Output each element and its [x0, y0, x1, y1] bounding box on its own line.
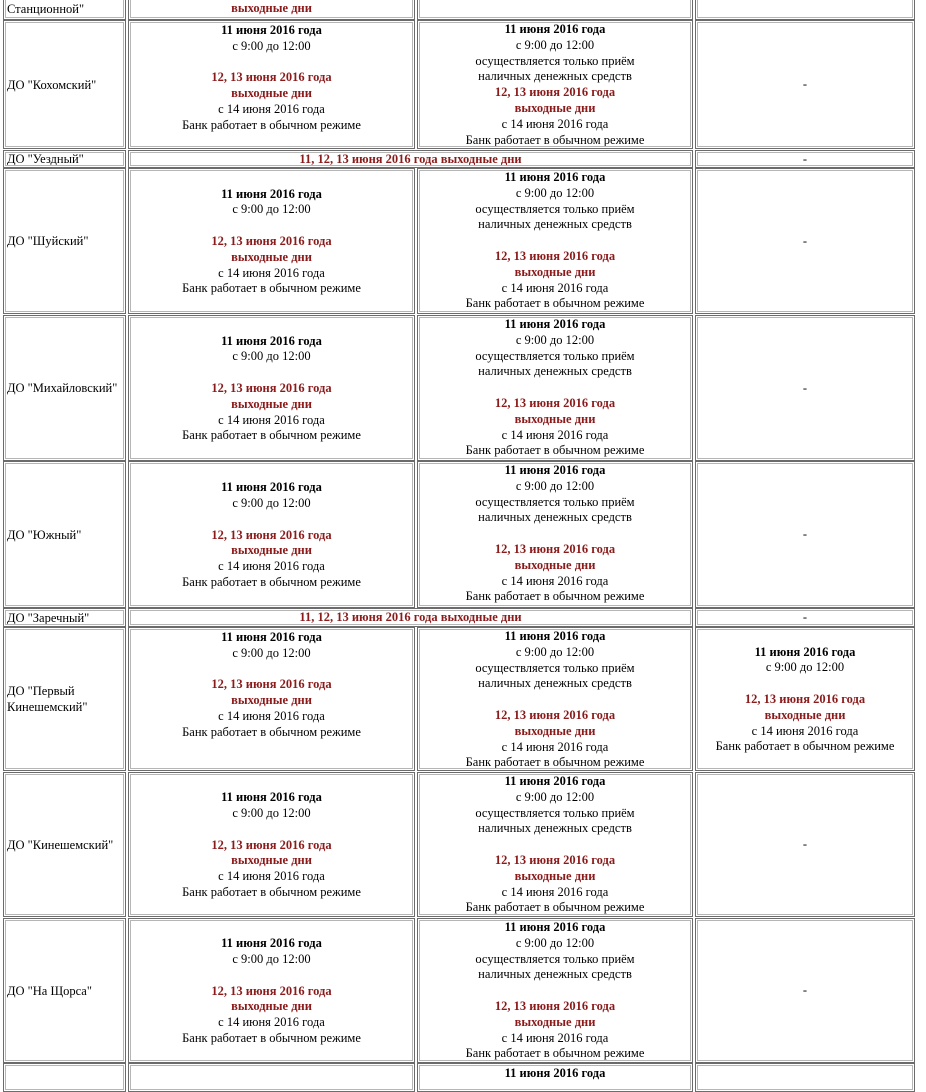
holiday-note: 12, 13 июня 2016 года	[211, 837, 332, 852]
not-applicable-cell	[695, 918, 915, 1063]
schedule-cell	[417, 315, 693, 461]
schedule-line: наличных денежных средств	[478, 967, 632, 982]
blank-line	[418, 233, 692, 249]
schedule-cell	[417, 627, 693, 771]
schedule-line: с 9:00 до 12:00	[515, 185, 595, 200]
schedule-line: наличных денежных средств	[478, 676, 632, 691]
date-heading: 11 июня 2016 года	[504, 22, 606, 36]
holiday-note: выходные дни	[514, 100, 596, 115]
holiday-note: выходные дни	[231, 999, 312, 1014]
schedule-cell	[128, 772, 415, 917]
blank-line	[129, 365, 414, 381]
branch-name-cell	[3, 168, 126, 314]
schedule-line: с 14 июня 2016 года	[218, 1015, 325, 1030]
date-heading: 11 июня 2016 года	[504, 1066, 606, 1080]
dash-mark: -	[802, 837, 808, 851]
holiday-note: 12, 13 июня 2016 года	[494, 998, 616, 1013]
branch-name-cell	[3, 608, 126, 627]
holiday-note: 12, 13 июня 2016 года	[494, 85, 616, 100]
schedule-cell	[417, 918, 693, 1063]
holiday-note: 12, 13 июня 2016 года	[211, 234, 332, 249]
holiday-note: выходные дни	[514, 264, 596, 279]
schedule-line: с 14 июня 2016 года	[501, 573, 609, 588]
dash-mark: -	[802, 610, 808, 624]
holiday-note: выходные дни	[231, 543, 312, 558]
schedule-cell	[695, 0, 915, 20]
not-applicable-cell	[695, 150, 915, 168]
date-heading: 11 июня 2016 года	[221, 790, 322, 805]
schedule-line: с 14 июня 2016 года	[218, 412, 325, 427]
dash-mark: -	[802, 527, 808, 541]
branch-name-cell	[3, 1063, 126, 1092]
schedule-line: Банк работает в обычном режиме	[465, 755, 645, 770]
blank-line	[129, 968, 414, 984]
branch-name-cell	[3, 150, 126, 168]
date-heading: 11 июня 2016 года	[221, 23, 322, 37]
closed-days-cell	[128, 150, 693, 168]
date-heading: 11 июня 2016 года	[504, 920, 606, 934]
schedule-line: с 9:00 до 12:00	[232, 495, 311, 510]
schedule-line: с 14 июня 2016 года	[218, 101, 325, 116]
branch-name-cell	[3, 918, 126, 1063]
schedule-line: с 9:00 до 12:00	[232, 349, 311, 364]
blank-line	[129, 822, 414, 838]
schedule-cell	[128, 315, 415, 461]
schedule-cell	[417, 461, 693, 608]
schedule-line: с 14 июня 2016 года	[751, 723, 859, 738]
schedule-line: наличных денежных средств	[478, 217, 632, 232]
schedule-line: осуществляется только приём	[475, 348, 635, 363]
schedule-cell	[417, 1063, 693, 1092]
schedule-line: Банк работает в обычном режиме	[182, 428, 361, 443]
branch-name: ДО "Кохомский"	[7, 77, 97, 92]
schedule-line: с 9:00 до 12:00	[765, 660, 845, 675]
schedule-line: с 9:00 до 12:00	[515, 332, 595, 347]
dash-mark: -	[802, 151, 808, 166]
schedule-cell	[417, 168, 693, 314]
schedule-line: с 14 июня 2016 года	[501, 1030, 609, 1045]
not-applicable-cell	[695, 772, 915, 917]
branch-name: ДО "Первый Кинешемский"	[7, 684, 88, 714]
schedule-line: с 14 июня 2016 года	[501, 427, 609, 442]
branch-name: Станционной"	[7, 2, 85, 16]
schedule-line: Банк работает в обычном режиме	[182, 574, 361, 589]
blank-line	[418, 983, 692, 999]
branch-name-cell	[3, 20, 126, 149]
schedule-line: Банк работает в обычном режиме	[465, 1046, 645, 1061]
date-heading: 11 июня 2016 года	[754, 644, 856, 659]
schedule-line: с 9:00 до 12:00	[232, 38, 311, 53]
holiday-note: 12, 13 июня 2016 года	[211, 983, 332, 998]
schedule-line: с 9:00 до 12:00	[232, 805, 311, 820]
holiday-note: 12, 13 июня 2016 года	[211, 70, 332, 85]
schedule-line: с 9:00 до 12:00	[515, 37, 595, 52]
holiday-note: 12, 13 июня 2016 года	[494, 541, 616, 556]
branch-name-cell	[3, 315, 126, 461]
dash-mark: -	[802, 233, 808, 248]
schedule-cell	[128, 0, 415, 20]
holiday-note: 12, 13 июня 2016 года	[211, 527, 332, 542]
blank-line	[129, 55, 414, 71]
schedule-line: Банк работает в обычном режиме	[715, 739, 895, 754]
schedule-line: наличных денежных средств	[478, 510, 632, 525]
blank-line	[418, 526, 692, 542]
holiday-note: выходные дни	[514, 557, 596, 572]
holiday-note: 11, 12, 13 июня 2016 года выходные дни	[299, 151, 522, 166]
schedule-line: с 14 июня 2016 года	[218, 708, 325, 723]
branch-name: ДО "Шуйский"	[7, 234, 89, 248]
schedule-line: Банк работает в обычном режиме	[465, 443, 645, 458]
schedule-line: наличных денежных средств	[478, 364, 632, 379]
schedule-line: Банк работает в обычном режиме	[182, 117, 361, 132]
schedule-line: осуществляется только приём	[475, 494, 635, 509]
schedule-line: с 9:00 до 12:00	[232, 951, 311, 966]
schedule-line: осуществляется только приём	[475, 951, 635, 966]
holiday-note: выходные дни	[514, 723, 596, 738]
schedule-line: Банк работает в обычном режиме	[465, 132, 645, 147]
date-heading: 11 июня 2016 года	[221, 186, 322, 201]
schedule-line: с 9:00 до 12:00	[515, 644, 595, 659]
branch-name: ДО "Заречный"	[7, 610, 90, 625]
holiday-note: выходные дни	[514, 411, 596, 426]
schedule-line: с 9:00 до 12:00	[232, 202, 311, 217]
branch-name-cell	[3, 772, 126, 917]
holiday-note: выходные дни	[514, 868, 596, 883]
branch-name-cell	[3, 461, 126, 608]
schedule-line: Банк работает в обычном режиме	[182, 281, 361, 296]
holiday-note: выходные дни	[231, 396, 312, 411]
holiday-note: выходные дни	[231, 86, 312, 101]
holiday-note: 12, 13 июня 2016 года	[494, 852, 616, 867]
date-heading: 11 июня 2016 года	[504, 170, 606, 184]
schedule-cell	[128, 20, 415, 149]
schedule-line: с 14 июня 2016 года	[501, 116, 609, 131]
holiday-note: выходные дни	[514, 1014, 596, 1029]
schedule-cell	[695, 627, 915, 771]
schedule-line: осуществляется только приём	[475, 53, 635, 68]
schedule-cell	[128, 627, 415, 771]
blank-line	[129, 662, 414, 678]
schedule-line: с 9:00 до 12:00	[515, 935, 595, 950]
date-heading: 11 июня 2016 года	[221, 333, 322, 348]
schedule-line: Банк работает в обычном режиме	[465, 589, 645, 604]
closed-days-cell	[128, 608, 693, 627]
schedule-line: наличных денежных средств	[478, 69, 632, 84]
branch-name: ДО "Михайловский"	[7, 381, 118, 395]
not-applicable-cell	[695, 315, 915, 461]
date-heading: 11 июня 2016 года	[504, 629, 606, 643]
schedule-line: с 14 июня 2016 года	[501, 884, 609, 899]
date-heading: 11 июня 2016 года	[221, 480, 322, 495]
date-heading: 11 июня 2016 года	[504, 774, 606, 788]
dash-mark: -	[802, 77, 808, 91]
not-applicable-cell	[695, 168, 915, 314]
schedule-line: с 14 июня 2016 года	[218, 559, 325, 574]
branch-name: ДО "Южный"	[7, 527, 82, 542]
not-applicable-cell	[695, 461, 915, 608]
schedule-cell	[128, 918, 415, 1063]
schedule-cell	[417, 0, 693, 20]
schedule-cell	[417, 20, 693, 149]
date-heading: 11 июня 2016 года	[221, 936, 322, 951]
branch-name: ДО "Кинешемский"	[7, 837, 114, 852]
schedule-line: осуществляется только приём	[475, 805, 635, 820]
blank-line	[418, 837, 692, 853]
schedule-cell	[417, 772, 693, 917]
schedule-line: с 14 июня 2016 года	[218, 265, 325, 280]
schedule-line: с 9:00 до 12:00	[232, 645, 311, 660]
schedule-cell	[128, 1063, 415, 1092]
holiday-note: 12, 13 июня 2016 года	[211, 381, 332, 396]
date-heading: 11 июня 2016 года	[504, 463, 606, 477]
branch-name-cell	[3, 0, 126, 20]
schedule-line: Банк работает в обычном режиме	[465, 900, 645, 915]
schedule-cell	[695, 1063, 915, 1092]
branch-name: ДО "Уездный"	[7, 152, 84, 166]
date-heading: 11 июня 2016 года	[221, 630, 322, 644]
holiday-note: выходные дни	[764, 707, 846, 722]
not-applicable-cell	[695, 20, 915, 149]
schedule-line: с 14 июня 2016 года	[501, 739, 609, 754]
schedule-line: осуществляется только приём	[475, 201, 635, 216]
holiday-note: 12, 13 июня 2016 года	[494, 395, 616, 410]
schedule-line: Банк работает в обычном режиме	[465, 296, 645, 311]
date-heading: 11 июня 2016 года	[504, 317, 606, 331]
holiday-note: выходные дни	[231, 249, 312, 264]
dash-mark: -	[802, 380, 808, 395]
blank-line	[129, 218, 414, 234]
schedule-cell	[128, 461, 415, 608]
schedule-line: Банк работает в обычном режиме	[182, 1030, 361, 1045]
holiday-note: 12, 13 июня 2016 года	[744, 692, 866, 707]
schedule-line: наличных денежных средств	[478, 821, 632, 836]
holiday-note: 12, 13 июня 2016 года	[211, 677, 332, 692]
not-applicable-cell	[695, 608, 915, 627]
blank-line	[696, 676, 914, 692]
schedule-line: с 14 июня 2016 года	[501, 280, 609, 295]
blank-line	[129, 512, 414, 528]
branch-name: ДО "На Щорса"	[7, 983, 92, 998]
schedule-line: осуществляется только приём	[475, 660, 635, 675]
schedule-cell	[128, 168, 415, 314]
holiday-note: 12, 13 июня 2016 года	[494, 707, 616, 722]
schedule-line: с 14 июня 2016 года	[218, 869, 325, 884]
schedule-line: с 9:00 до 12:00	[515, 789, 595, 804]
schedule-line: с 9:00 до 12:00	[515, 478, 595, 493]
holiday-note: выходные дни	[231, 1, 312, 16]
schedule-line: Банк работает в обычном режиме	[182, 724, 361, 739]
holiday-note: выходные дни	[231, 853, 312, 868]
holiday-note: выходные дни	[231, 693, 312, 708]
dash-mark: -	[802, 983, 808, 997]
schedule-line: Банк работает в обычном режиме	[182, 884, 361, 899]
holiday-note: 12, 13 июня 2016 года	[494, 248, 616, 263]
holiday-note: 11, 12, 13 июня 2016 года выходные дни	[299, 610, 522, 624]
branch-name-cell	[3, 627, 126, 771]
blank-line	[418, 380, 692, 396]
blank-line	[418, 692, 692, 708]
